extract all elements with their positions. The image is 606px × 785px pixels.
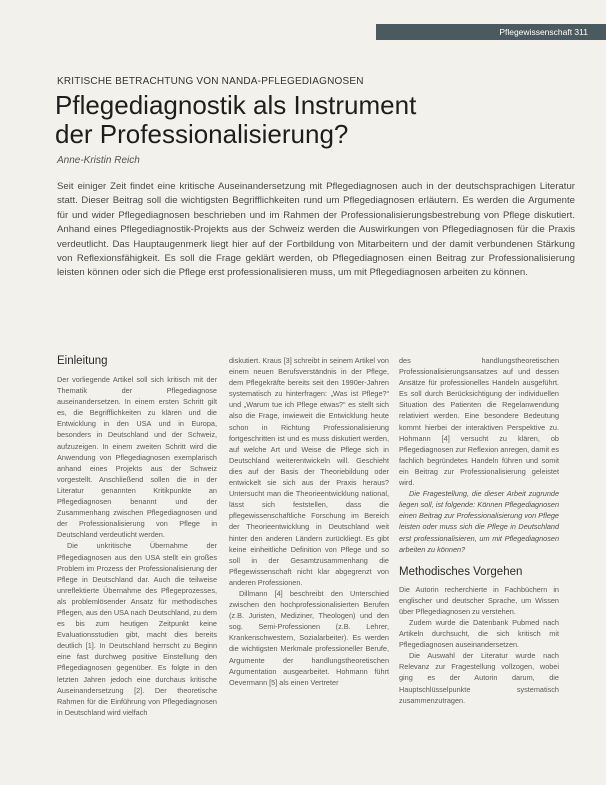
section-label: Pflegewissenschaft 311 [499,27,588,37]
article-kicker: KRITISCHE BETRACHTUNG VON NANDA-PFLEGEDIAGNOSEN [57,76,364,87]
paragraph: Die Auswahl der Literatur wurde nach Relevanz zur Fragestellung vollzogen, wobei ging es der Autorin darum, die Hauptschlüsselpunkte systematisch zusammenzutragen. [399,651,559,705]
title-line-1: Pflegediagnostik als Instrument [55,90,417,120]
author-name: Anne-Kristin Reich [57,155,140,166]
abstract: Seit einiger Zeit findet eine kritische Auseinandersetzung mit Pflegediagnosen auch in der deutschsprachigen Literatur statt. Dieser Beitrag soll die wichtigsten Begrifflichkeiten rund um Pflegediagnosen erläutern. Es werden die Argumente für und wider Pflegediagnosen beschrieben und im Rahmen der Professionalisierungsbestrebung von Pflege diskutiert. Anhand eines Pflegediagnostik-Projekts aus der Schweiz werden die Auswirkungen von Pflegediagnosen für die Praxis verdeutlicht. Das Hauptaugenmerk liegt hier auf der Fortbildung von Mitarbeitern und der damit verbundenen Stärkung von Reflexionsfähigkeit. Es soll die Frage geklärt werden, ob Pflegediagnosen einen Beitrag zur Professionalisierung leisten können oder sich die Pflege erst professionalisieren muss, um mit Pflegediagnosen arbeiten zu können. [57,181,575,279]
paragraph: Der vorliegende Artikel soll sich kritisch mit der Thematik der Pflegediagnose auseinandersetzen. In einem ersten Schritt gilt es, die Begrifflichkeiten zu klären und die Entwicklung in den USA und in Europa, besonders in Deutschland und der Schweiz, aufzuzeigen. In einem zweiten Schritt wird die Anwendung von Pflegediagnosen exemplarisch anhand eines Projekts aus der Schweiz vorgestellt. Anschließend sollen die in der Literatur genannten Kritikpunkte an Pflegediagnosen benannt und der Zusammenhang zwischen Pflegediagnosen und der Professionalisierung von Pflege in Deutschland verdeutlicht werden. [57,375,217,540]
paragraph: des handlungstheoretischen Professionalisierungsansatzes auf und dessen Ansätze für professionelles Handeln ausgeführt. Es soll durch Berücksichtigung der individuellen Situation des Patienten die Regelanwendung relativiert werden. Eine besondere Bedeutung kommt hierbei der interaktiven Perspektive zu. Hohmann [4] versucht zu klären, ob Pflegediagnosen zur Reflexion anregen, damit es fachlich begründetes Handeln führen und somit ein Beitrag zur Professionalisierung geleistet wird. [399,356,559,488]
column-3 [399,355,559,706]
journal-section-header [376,24,606,40]
paragraph: Zudem wurde die Datenbank Pubmed nach Artikeln durchsucht, die sich kritisch mit Pflegediagnosen auseinandersetzen. [399,617,559,650]
paragraph: Die Autorin recherchierte in Fachbüchern in englischer und deutscher Sprache, um Wissen über Pflegediagnosen zu verstehen. [399,584,559,616]
research-question: Die Fragestellung, die dieser Arbeit zugrunde liegen soll, ist folgende: Können Pflegediagnosen einen Beitrag zur Professionalisierung von Pflege leisten oder muss sich die Pflege in Deutschland erst professionalisieren, um mit Pflegediagnosen arbeiten zu können? [399,489,559,554]
column-1 [57,355,217,718]
article-title [55,91,575,149]
section-heading-einleitung: Einleitung [57,355,108,367]
title-line-2: der Professionalisierung? [55,119,349,149]
section-heading-methodisches-vorgehen: Methodisches Vorgehen [399,565,523,578]
paragraph: Die unkritische Übernahme der Pflegediagnosen aus den USA stellt ein großes Problem im Prozess der Professionalisierung der Pflege in Deutschland dar. Auch die teilweise unreflektierte Übernahme des Pflegeprozesses, als problemlösender Ansatz für methodisches Pflegen, aus den USA nach Deutschland, zu dem es bis zum heutigen Zeitpunkt keine Evaluationsstudien gibt, macht dies bereits deutlich [1]. In Deutschland herrscht zu Beginn eine fast durchweg positive Einstellung den Pflegediagnosen gegenüber. Es folgte in den letzten Jahren jedoch eine durchaus kritische Auseinandersetzung [2]. Der theoretische Rahmen für die Einführung von Pflegediagnosen in Deutschland wird vielfach [57,541,217,717]
paragraph: Dillmann [4] beschreibt den Unterschied zwischen den hochprofessionalisierten Berufen (z.B. Juristen, Mediziner, Theologen) und den sog. Semi-Professionen (z.B. Lehrer, Krankenschwestern, Sozialarbeiter). Es werden die wichtigsten Merkmale professioneller Berufe, Argumente der handlungstheoretischen Argumentation ausgearbeitet. Hohmann führt Oevermann [5] als einen Vertreter [229,588,389,687]
paragraph: diskutiert. Kraus [3] schreibt in seinem Artikel von einem neuen Berufsverständnis in der Pflege, dem Pflegekräfte bereits seit den 1990er-Jahren systematisch zu hinterfragen: „Was ist Pflege?“ und „Warum tue ich Pflege etwas?“ es stellt sich also die Frage, inwieweit die Entwicklung heute schon in Richtung Professionalisierung fortgeschritten ist und es muss diskutiert werden, auf welche Art und Weise die Pflege sich in Deutschland weiterentwickeln will. Geschieht dies auf der Basis der Theoriebildung oder entwickelt sie sich aus der Praxis heraus? Untersucht man die Theorieentwicklung national, lässt sich feststellen, dass die pflegewissenschaftliche Forschung im Bereich der Theorieentwicklung in Deutschland weit hinter den anderen Ländern zurückliegt. Es gibt keine einheitliche Definition von Pflege und so soll in der Gesamtzusammenhang die Pflegewissenschaft nicht klar abgegrenzt von anderen Professionen. [229,356,389,587]
column-2 [229,355,389,688]
